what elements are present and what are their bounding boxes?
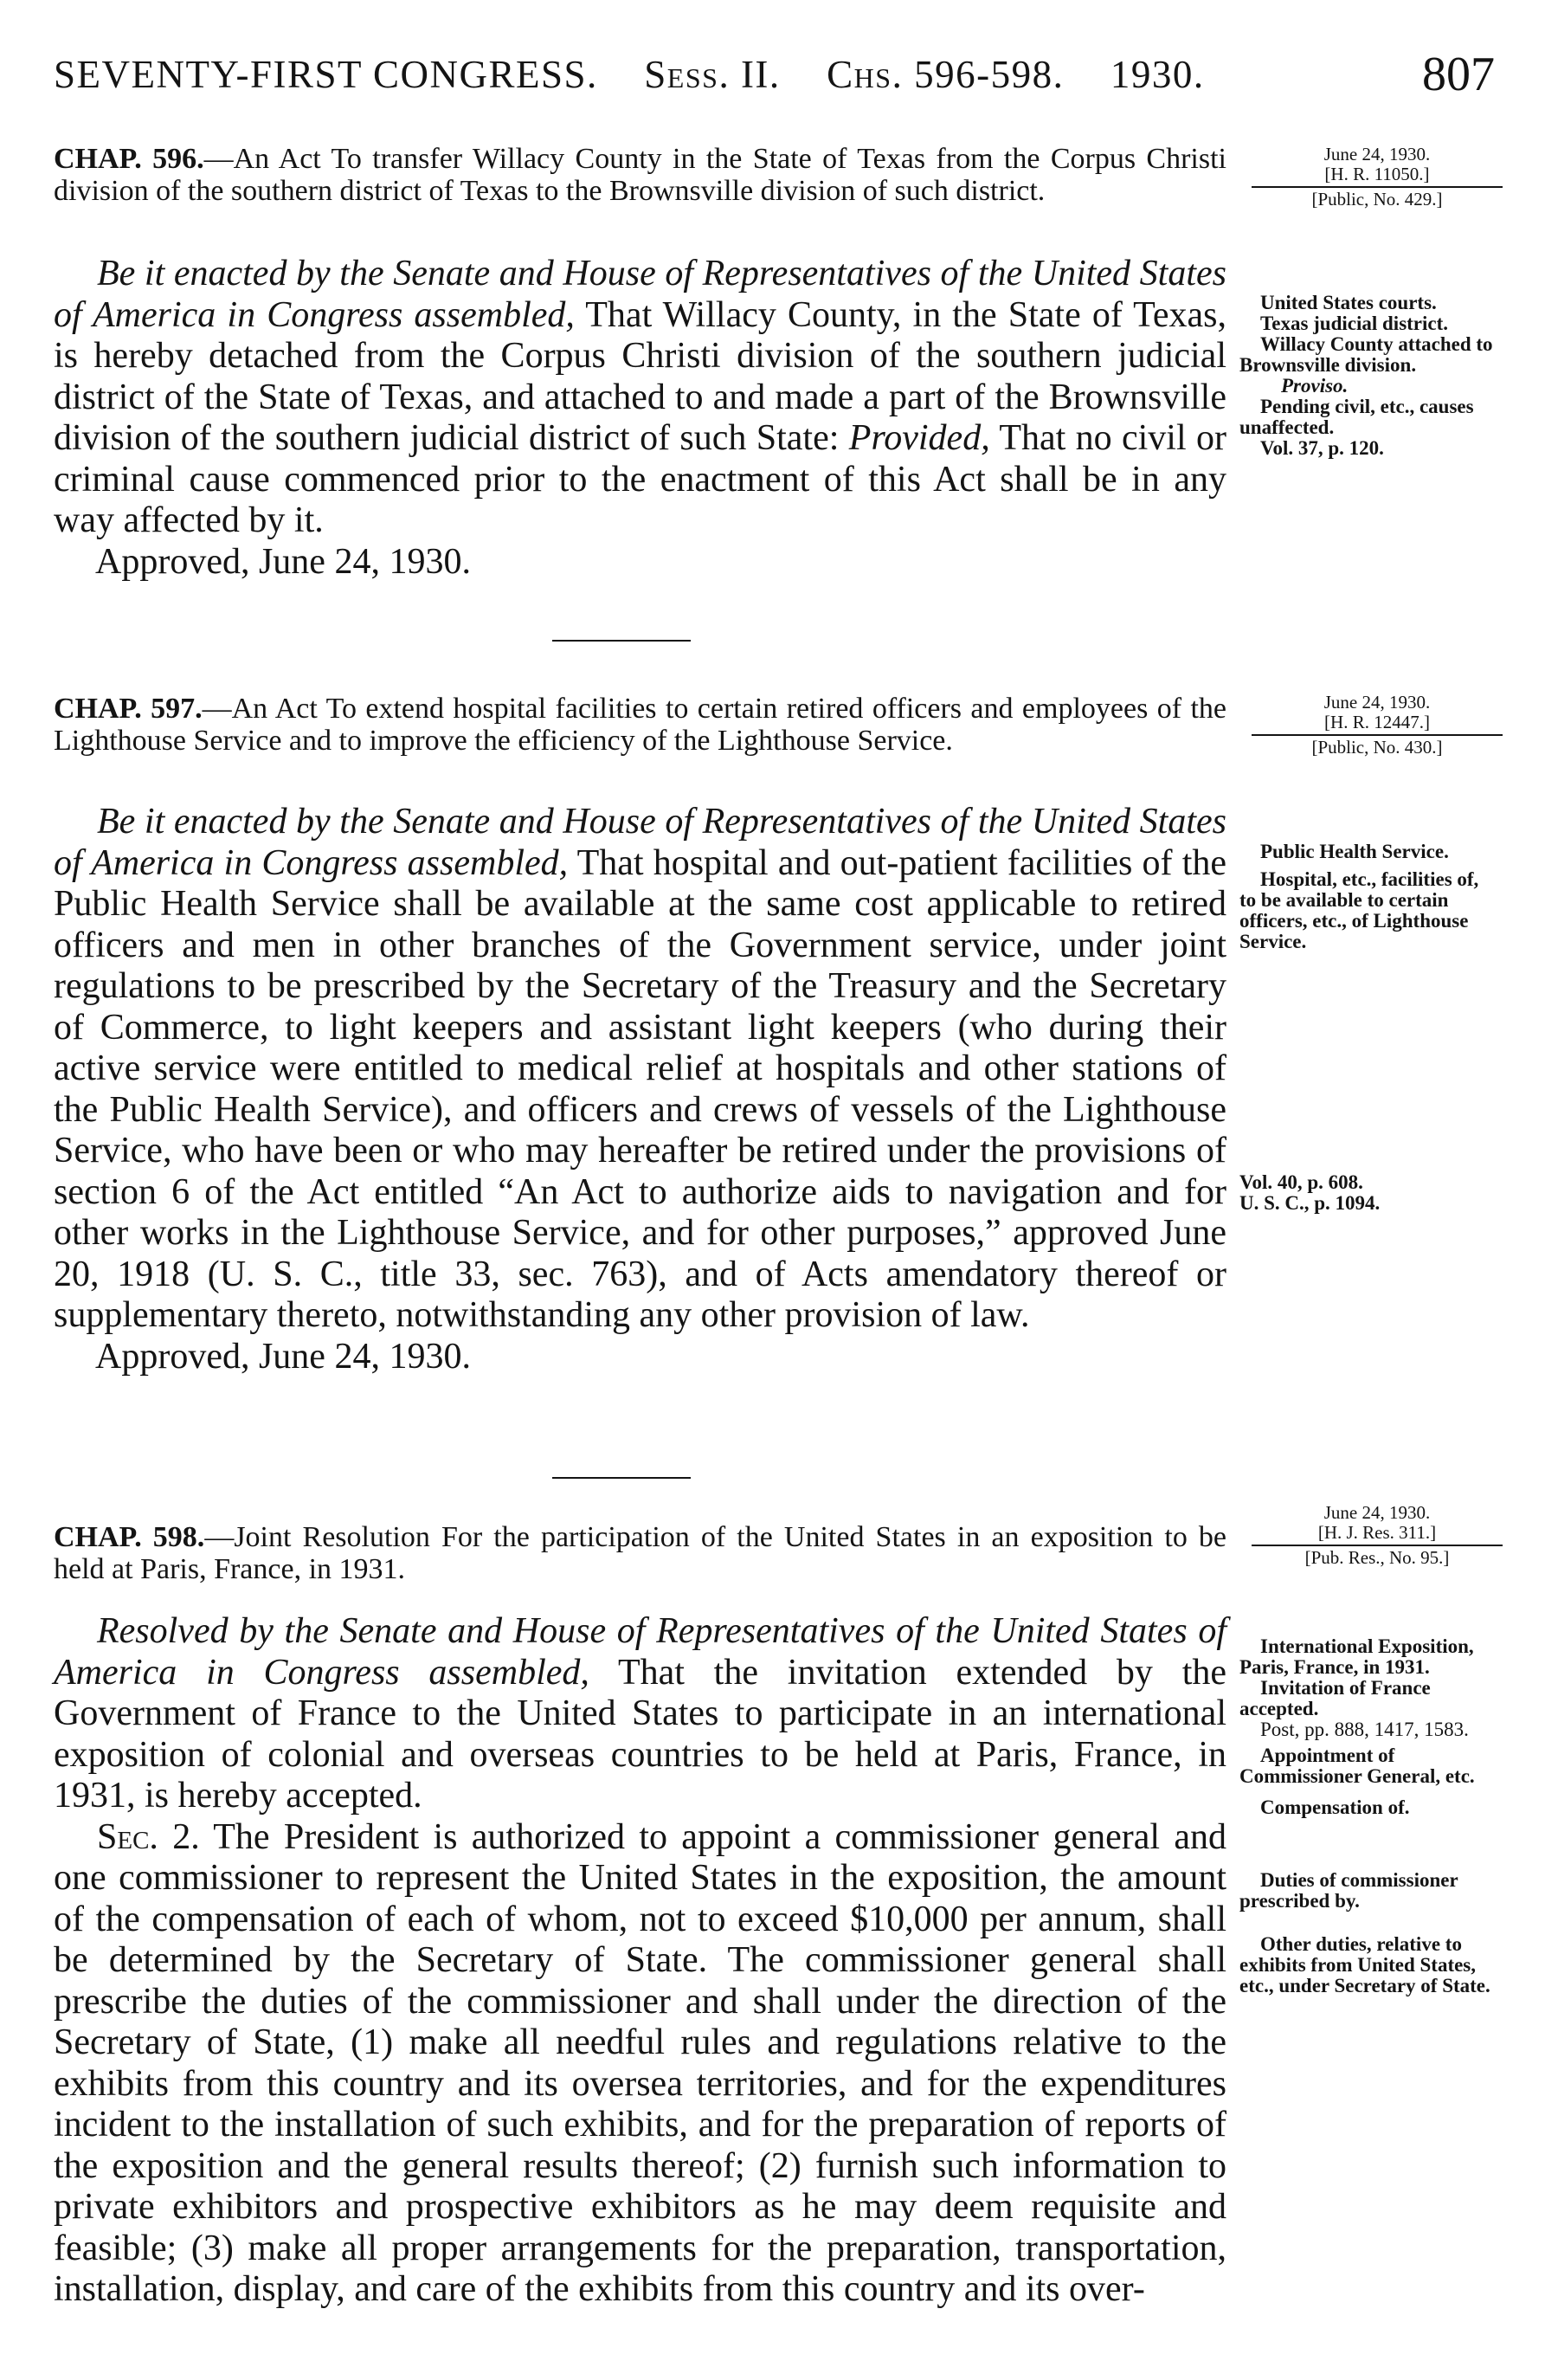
- note-other-duties: Other duties, relative to exhibits from United States, etc., under Secretary of State.: [1239, 1933, 1490, 1996]
- chapter-598-label: CHAP. 598.: [54, 1521, 205, 1553]
- chapter-597-date: June 24, 1930.: [1323, 692, 1431, 713]
- running-head: [54, 48, 1495, 113]
- chapter-598-paragraph-1: [54, 1611, 1226, 1817]
- chapter-596-body: [54, 254, 1226, 583]
- chapter-597-reference: [1252, 693, 1503, 758]
- note-appointment-commissioner: Appointment of Commissioner General, etc.: [1239, 1745, 1475, 1787]
- note-public-health-service: Public Health Service.: [1260, 841, 1449, 862]
- note-vol-37: Vol. 37, p. 120.: [1260, 437, 1384, 459]
- chapter-598-text-1: That the invitation extended by the Government of France to the United States to participate in an international exposition of colonial and overseas countries to be held at Paris, France, in 1931, is hereby accepted.: [54, 1652, 1227, 1816]
- chapter-596-date: June 24, 1930.: [1323, 144, 1431, 164]
- chapter-598-resolving-clause: Resolved by the Senate and House of Representatives of the United States of America in Congress assembled,: [54, 1611, 1226, 1693]
- note-compensation: Compensation of.: [1260, 1796, 1410, 1818]
- note-willacy-county-attached: Willacy County attached to Brownsville division.: [1239, 333, 1493, 376]
- chapter-596-title: —An Act To transfer Willacy County in the State of Texas from the Corpus Christi division of the southern district of Texas to the Brownsville division of such district.: [54, 143, 1227, 207]
- chapter-596-heading: [54, 143, 1226, 207]
- chapter-598-sec2-label: Sec. 2.: [97, 1816, 200, 1857]
- chapter-597-sidenotes: [1239, 842, 1499, 952]
- page-number: 807: [1422, 48, 1495, 101]
- year-label: 1930.: [1110, 53, 1205, 96]
- note-invitation-accepted: Invitation of France accepted.: [1239, 1677, 1431, 1719]
- note-post-pages: Post, pp. 888, 1417, 1583.: [1260, 1719, 1469, 1740]
- chapter-598-reference: [1252, 1503, 1503, 1568]
- chapter-598-title: —Joint Resolution For the participation of the United States in an exposition to be held at Paris, France, in 1931.: [54, 1521, 1227, 1585]
- note-duties-commissioner: Duties of commissioner prescribed by.: [1239, 1869, 1458, 1912]
- chapter-596-bill: [H. R. 11050.]: [1324, 164, 1430, 184]
- chapter-596-proviso-word: Provided,: [848, 418, 990, 458]
- chapters-label: Chs. 596-598.: [827, 53, 1065, 96]
- chapter-597-public-no: [Public, No. 430.]: [1311, 737, 1443, 758]
- note-hospital-facilities: Hospital, etc., facilities of, to be available to certain officers, etc., of Lighthouse Service.: [1239, 868, 1479, 952]
- separator-rule-1: [552, 640, 691, 642]
- chapter-597-body: [54, 802, 1226, 1377]
- chapter-598-body: [54, 1611, 1226, 2311]
- note-international-exposition: International Exposition, Paris, France, in 1931.: [1239, 1635, 1474, 1678]
- chapter-596-approved: Approved, June 24, 1930.: [95, 541, 471, 582]
- note-proviso: Proviso.: [1281, 375, 1349, 397]
- chapter-596-reference: [1252, 145, 1503, 210]
- note-vol-40: Vol. 40, p. 608.: [1239, 1171, 1363, 1193]
- chapter-598-heading: [54, 1521, 1226, 1585]
- chapter-596-text-2: That no civil or criminal cause commenced prior to the enactment of this Act shall be in any way affected by it.: [54, 418, 1226, 540]
- chapter-596-label: CHAP. 596.: [54, 143, 204, 175]
- congress-label: SEVENTY-FIRST CONGRESS.: [54, 53, 598, 96]
- chapter-596-sidenotes: [1239, 293, 1499, 459]
- chapter-598-text-2: The President is authorized to appoint a commissioner general and one commissioner to represent the United States in the exposition, the amount of the compensation of each of whom, not to exceed $10,000 per annum, shall be determined by the Secretary of State. The commissioner general shall prescribe the duties of the commissioner and shall under the direction of the Secretary of State, (1) make all needful rules and regulations relative to the exhibits from this country and its oversea territories, and for the expenditures incident to the installation of such exhibits, and for the preparation of reports of the exposition and the general results thereof; (2) furnish such information to private exhibitors and prospective exhibitors as he may deem requisite and feasible; (3) make all proper arrangements for the preparation, transportation, installation, display, and care of the exhibits from this country and its over-: [54, 1816, 1226, 2309]
- chapter-597-text-1: That hospital and out-patient facilities of the Public Health Service shall be available at the same cost applicable to retired officers and men in other branches of the Government service, under joint regulations to be prescribed by the Secretary of the Treasury and the Secretary of Commerce, to light keepers and assistant light keepers (who during their active service were entitled to medical relief at hospitals and other stations of the Public Health Service), and officers and crews of vessels of the Lighthouse Service, who have been or who may hereafter be retired under the provisions of section 6 of the Act entitled “An Act to authorize aids to navigation and for other works in the Lighthouse Service, and for other purposes,” approved June 20, 1918 (U. S. C., title 33, sec. 763), and of Acts amendatory thereof or supplementary thereto, notwithstanding any other provision of law.: [54, 842, 1227, 1335]
- chapter-596-public-no: [Public, No. 429.]: [1311, 189, 1443, 210]
- chapter-597-approved: Approved, June 24, 1930.: [95, 1336, 471, 1377]
- note-pending-causes: Pending civil, etc., causes unaffected.: [1239, 396, 1474, 438]
- chapter-598-bill: [H. J. Res. 311.]: [1317, 1522, 1437, 1543]
- note-united-states-courts: United States courts.: [1260, 292, 1437, 313]
- chapter-596-ref-rule: [1252, 186, 1503, 188]
- chapter-598-sidenotes: [1239, 1636, 1499, 1996]
- chapter-598-date: June 24, 1930.: [1323, 1502, 1431, 1523]
- chapter-597-bill: [H. R. 12447.]: [1324, 712, 1430, 732]
- chapter-597-sidenotes-refs: [1239, 1172, 1499, 1214]
- chapter-596-enacting-clause: Be it enacted by the Senate and House of Representatives of the United States of America in Congress assembled,: [54, 254, 1226, 335]
- chapter-596-paragraph: [54, 254, 1226, 542]
- chapter-597-heading: [54, 693, 1226, 757]
- chapter-598-ref-rule: [1252, 1545, 1503, 1546]
- chapter-597-enacting-clause: Be it enacted by the Senate and House of Representatives of the United States of America in Congress assembled,: [54, 802, 1226, 883]
- chapter-597-paragraph: [54, 802, 1226, 1337]
- chapter-598-public-no: [Pub. Res., No. 95.]: [1304, 1547, 1450, 1568]
- chapter-597-ref-rule: [1252, 734, 1503, 736]
- session-label: Sess. II.: [644, 53, 781, 96]
- note-usc-1094: U. S. C., p. 1094.: [1239, 1192, 1381, 1214]
- separator-rule-2: [552, 1477, 691, 1479]
- chapter-597-label: CHAP. 597.: [54, 693, 203, 725]
- chapter-597-title: —An Act To extend hospital facilities to certain retired officers and employees of the Lighthouse Service and to improve the efficiency of the Lighthouse Service.: [54, 693, 1226, 757]
- note-texas-judicial-district: Texas judicial district.: [1260, 313, 1449, 334]
- chapter-596-text-1: That Willacy County, in the State of Texas, is hereby detached from the Corpus Christi division of the southern judicial district of the State of Texas, and attached to and made a part of the Brownsville division of the southern judicial district of such State:: [54, 294, 1227, 458]
- chapter-598-paragraph-2: [54, 1817, 1226, 2311]
